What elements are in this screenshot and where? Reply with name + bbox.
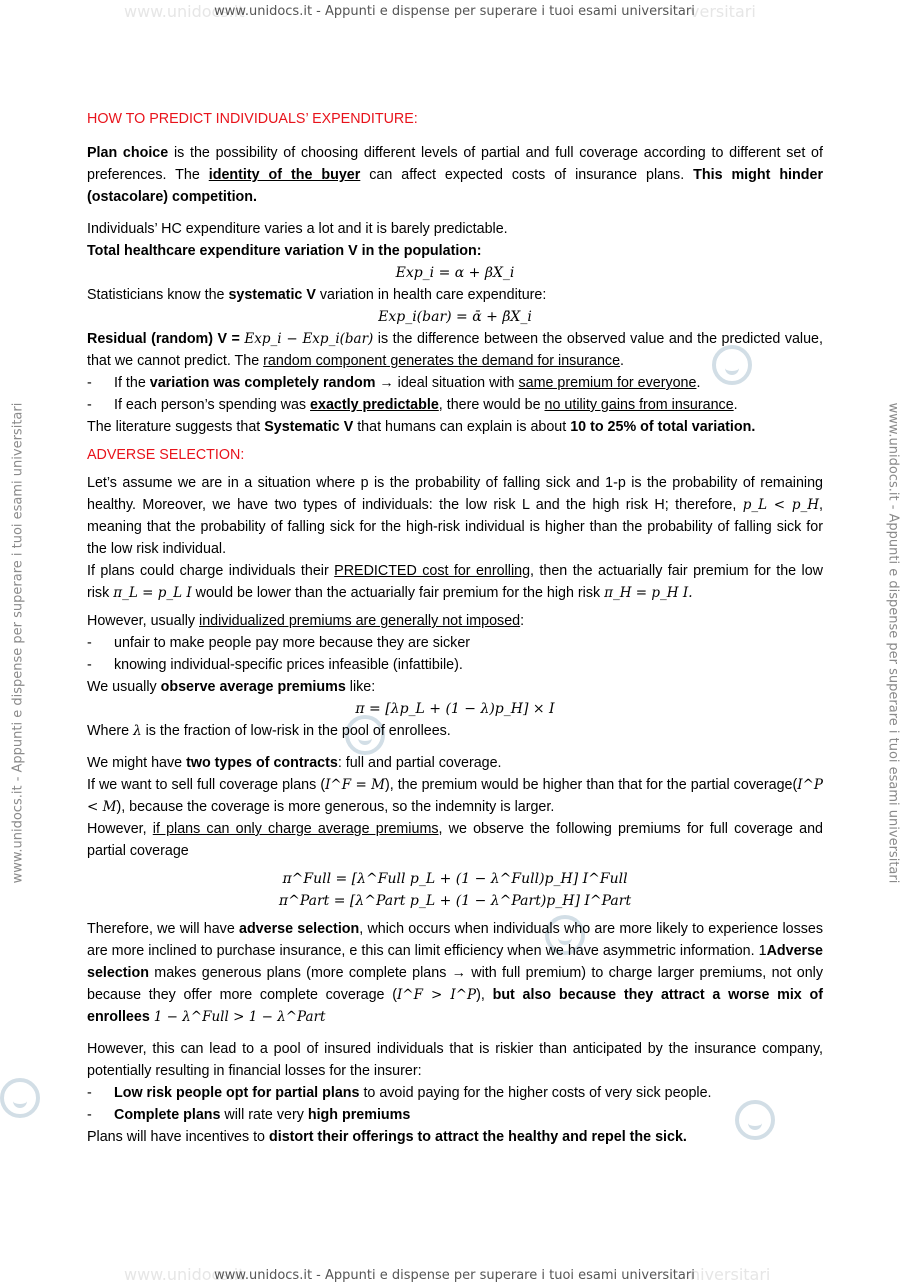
text: : full and partial coverage. [337, 755, 502, 771]
term: two types of contracts [186, 755, 338, 771]
section-heading: HOW TO PREDICT INDIVIDUALS’ EXPENDITURE: [87, 111, 418, 127]
text: Let’s assume we are in a situation where p is the probability of falling sick and 1-p is the probability of remaining healthy. Moreover, we have two types of individuals: the low risk L and the high risk H; therefore, [87, 475, 823, 513]
text: However, usually [87, 613, 200, 629]
term: distort their offerings [268, 1129, 414, 1145]
text: , which occurs when individuals who are more likely to experience losses are more inclined to purchase insurance, e this can limit efficiency when we have asymmetric information. 1 [87, 921, 823, 959]
text: If we want to sell full coverage plans ( [87, 777, 326, 793]
text: , then the actuarially fair premium for the low risk [87, 563, 823, 601]
text: We usually [87, 679, 161, 695]
paragraph [87, 752, 823, 774]
list-item: - knowing individual-specific prices infeasible (infattibile). [87, 654, 823, 676]
paragraph: However, this can lead to a pool of insured individuals that is riskier than anticipated by the insurance company, potentially resulting in financial losses for the insurer: [87, 1041, 823, 1079]
text: If the [114, 375, 150, 391]
text: to avoid paying for the higher costs of very sick people. [359, 1085, 712, 1101]
term: Complete plans [114, 1107, 221, 1123]
term: to attract the healthy and repel the sick. [417, 1129, 687, 1145]
term: variation was completely random [149, 375, 376, 391]
equation: π = [λp_L + (1 − λ)p_H] × I [355, 701, 555, 717]
watermark-ghost-top-right: versitari [690, 2, 756, 21]
inline-equation: I^F = M [325, 777, 385, 793]
watermark-ghost-bottom-right: niversitari [690, 1265, 771, 1284]
text: If each person’s spending was [114, 397, 311, 413]
paragraph [87, 610, 823, 632]
paragraph-plan-choice [87, 142, 823, 208]
term: high premiums [307, 1107, 411, 1123]
side-watermark-right: www.unidocs.it - Appunti e dispense per superare i tuoi esami universitari [885, 402, 901, 884]
term: This might hinder (ostacolare) competition. [87, 167, 824, 205]
text: if plans can only charge average premiums [152, 821, 439, 837]
term: identity of the buyer [208, 167, 361, 183]
text: . [620, 353, 625, 369]
term: exactly predictable [310, 397, 439, 413]
text: Where [87, 723, 134, 739]
paragraph [87, 284, 823, 306]
inline-equation: p_L < p_H [742, 497, 820, 513]
text: individualized premiums are generally not imposed [199, 613, 521, 629]
text: , meaning that the probability of falling sick for the high-risk individual is higher than the probability of falling sick for the low risk individual. [87, 497, 823, 557]
list-item: - unfair to make people pay more because they are sicker [87, 632, 823, 654]
text: would be lower than the actuarially fair premium for the high risk [191, 585, 605, 601]
text: We might have [87, 755, 187, 771]
text: random component generates the demand for insurance [263, 353, 621, 369]
paragraph [87, 720, 823, 742]
side-watermark-left: www.unidocs.it - Appunti e dispense per superare i tuoi esami universitari [10, 402, 26, 884]
text: that humans can explain is about [353, 419, 571, 435]
paragraph [87, 240, 823, 262]
text: However, [87, 821, 153, 837]
paragraph [87, 472, 823, 560]
text: , we observe the following premiums for full coverage and partial coverage [87, 821, 823, 859]
text: ), [476, 987, 493, 1003]
text: no utility gains from insurance [544, 397, 734, 413]
text: like: [345, 679, 376, 695]
text: If plans could charge individuals their [87, 563, 335, 579]
term: systematic V [228, 287, 316, 303]
equation: Exp_i(bar) = ᾱ + β̄X_i [378, 309, 532, 325]
list-item [87, 372, 823, 394]
inline-equation: I^F > I^P [396, 987, 477, 1003]
text: Therefore, we will have [87, 921, 239, 937]
text: : [520, 613, 525, 629]
text: The literature suggests that [87, 419, 265, 435]
text: Statisticians know the [87, 287, 229, 303]
text: . [696, 375, 701, 391]
text: Plans will have incentives to [87, 1129, 269, 1145]
paragraph [87, 676, 823, 698]
equation: π^Full = [λ^Full p_L + (1 − λ^Full)p_H] I^Full [282, 871, 628, 887]
list-item [87, 394, 823, 416]
text: same premium for everyone [518, 375, 697, 391]
term: adverse selection [239, 921, 360, 937]
list-item [87, 1104, 823, 1126]
text: , there would be [438, 397, 545, 413]
paragraph [87, 416, 823, 438]
text: will rate very [220, 1107, 308, 1123]
watermark-ghost-top: www.unidocs.it [124, 2, 245, 21]
paragraph [87, 818, 823, 862]
term: Residual (random) V = [87, 331, 245, 347]
term: Plan choice [87, 145, 169, 161]
text: PREDICTED cost for enrolling [334, 563, 531, 579]
unidocs-logo-icon [0, 1078, 40, 1118]
inline-equation: π_H = p_H I. [604, 585, 693, 601]
term: 10 to 25% of total variation. [570, 419, 756, 435]
text: can affect expected costs of insurance plans. [360, 167, 694, 183]
text: ), the premium would be higher than that for the partial coverage( [384, 777, 798, 793]
watermark-ghost-bottom: www.unidocs.it [124, 1265, 245, 1284]
equation: Exp_i = α + βX_i [395, 265, 515, 281]
text: makes generous plans (more complete plans → with full premium) to charge larger premiums, not only because they offer more complete coverage ( [87, 965, 823, 1003]
paragraph [87, 328, 823, 372]
term: Adverse selection [87, 943, 823, 981]
paragraph [87, 774, 823, 818]
inline-equation: I^P < M [87, 777, 823, 815]
text: is the difference between the observed value and the predicted value, that we cannot predict. The [87, 331, 823, 369]
paragraph [87, 918, 823, 1028]
text: → ideal situation with [375, 375, 519, 391]
paragraph: Individuals’ HC expenditure varies a lot and it is barely predictable. [87, 221, 508, 237]
text: variation in health care expenditure: [315, 287, 547, 303]
list-item [87, 1082, 823, 1104]
footer-watermark: www.unidocs.it - Appunti e dispense per superare i tuoi esami universitari [214, 1268, 695, 1283]
paragraph [87, 560, 823, 604]
term: but also because they attract a worse mix of enrollees [87, 987, 823, 1025]
term: Systematic V [264, 419, 354, 435]
text: is the fraction of low-risk in the pool of enrollees. [141, 723, 451, 739]
inline-equation: 1 − λ^Full > 1 − λ^Part [153, 1009, 326, 1025]
term: Low risk people opt for partial plans [114, 1085, 360, 1101]
document-body [87, 108, 823, 1148]
term: Total healthcare expenditure variation V in the population: [87, 243, 482, 259]
header-watermark: www.unidocs.it - Appunti e dispense per superare i tuoi esami universitari [214, 4, 695, 19]
section-heading: ADVERSE SELECTION: [87, 447, 245, 463]
inline-equation: Exp_i − Exp_i(bar) [244, 331, 374, 347]
text: is the possibility of choosing different levels of partial and full coverage according to different set of preferences. The [87, 145, 823, 183]
equation: π^Part = [λ^Part p_L + (1 − λ^Part)p_H] I^Part [278, 893, 632, 909]
text: . [733, 397, 738, 413]
paragraph [87, 1126, 823, 1148]
term: observe average premiums [160, 679, 346, 695]
inline-equation: λ [133, 723, 142, 739]
inline-equation: π_L = p_L I [113, 585, 192, 601]
text: ), because the coverage is more generous, so the indemnity is larger. [116, 799, 555, 815]
